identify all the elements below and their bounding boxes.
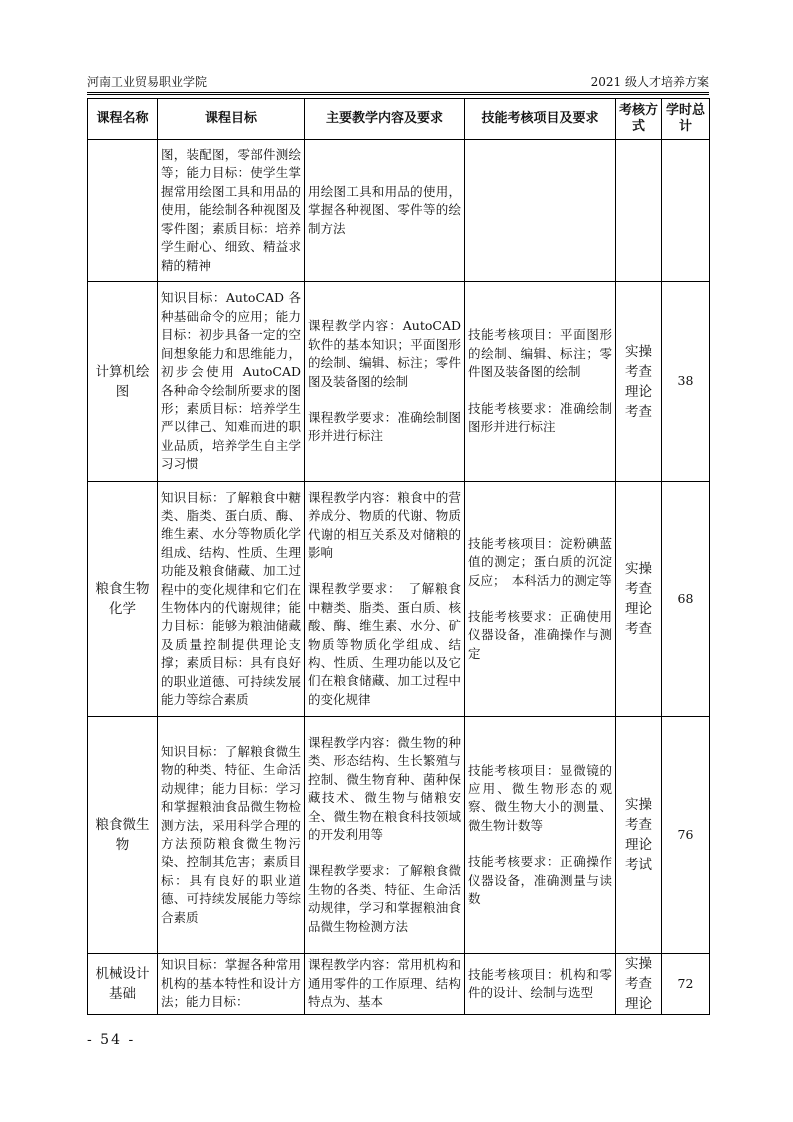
col-header-content: 主要教学内容及要求 bbox=[305, 99, 465, 140]
total-hours: 38 bbox=[662, 282, 710, 482]
table-row bbox=[88, 717, 710, 954]
skill-assessment bbox=[465, 282, 616, 482]
content-intro: 课程教学内容：常用机构和通用零件的工作原理、结构特点为、基本 bbox=[308, 957, 461, 1010]
skill-assessment bbox=[465, 717, 616, 954]
skill-item: 技能考核项目：淀粉碘蓝值的测定；蛋白质的沉淀反应； 本科活力的测定等 bbox=[468, 535, 612, 588]
total-hours: 68 bbox=[662, 482, 710, 717]
content-requirement: 课程教学要求：了解粮食微生物的各类、特征、生命活动规律，学习和掌握粮油食品微生物检测方法 bbox=[308, 863, 461, 934]
course-objective: 知识目标：掌握各种常用机构的基本特性和设计方法；能力目标： bbox=[158, 954, 305, 1015]
teaching-content bbox=[305, 954, 465, 1015]
assessment-method: 实操考查理论考查 bbox=[616, 282, 662, 482]
table-row bbox=[88, 140, 710, 282]
skill-assessment bbox=[465, 140, 616, 282]
content-intro: 课程教学内容：AutoCAD 软件的基本知识；平面图形的绘制、编辑、标注；零件图及装备图的绘制 bbox=[308, 318, 461, 389]
page-number: - 54 - bbox=[87, 1032, 136, 1048]
plan-title: 2021 级人才培养方案 bbox=[590, 75, 709, 89]
school-name: 河南工业贸易职业学院 bbox=[87, 75, 208, 89]
skill-item: 技能考核项目：平面图形的绘制、编辑、标注；零件图及装备图的绘制 bbox=[468, 327, 612, 380]
page-header bbox=[87, 73, 709, 91]
content-intro: 课程教学内容：微生物的种类、形态结构、生长繁殖与控制、微生物育种、菌种保藏技术、微生物与储粮安全、微生物在粮食科技领域的开发利用等 bbox=[308, 734, 461, 842]
course-name: 计算机绘图 bbox=[88, 282, 158, 482]
skill-requirement: 技能考核要求：准确绘制图形并进行标注 bbox=[468, 400, 612, 435]
table-row bbox=[88, 482, 710, 717]
total-hours bbox=[662, 140, 710, 282]
col-header-course-name: 课程名称 bbox=[88, 99, 158, 140]
total-hours: 76 bbox=[662, 717, 710, 954]
course-name bbox=[88, 140, 158, 282]
teaching-content bbox=[305, 140, 465, 282]
content-intro: 用绘图工具和用品的使用，掌握各种视图、零件等的绘制方法 bbox=[308, 183, 461, 236]
course-objective: 知识目标：了解粮食中糖类、脂类、蛋白质、酶、维生素、水分等物质化学组成、结构、性质、生理功能及粮食储藏、加工过程中的变化规律和它们在生物体内的代谢规律；能力目标：能够为粮油储藏及质量控制提供理论支撑；素质目标：具有良好的职业道德、可持续发展能力等综合素质 bbox=[158, 482, 305, 717]
course-objective: 知识目标：AutoCAD 各种基础命令的应用；能力目标：初步具备一定的空间想象能力和思维能力，初步会使用 AutoCAD 各种命令绘制所要求的图形；素质目标：培养学生严以律己、知难而进的职业品质，培养学生自主学习习惯 bbox=[158, 282, 305, 482]
table-header-row bbox=[88, 99, 710, 140]
assessment-method bbox=[616, 140, 662, 282]
table-row bbox=[88, 954, 710, 1015]
course-name: 机械设计基础 bbox=[88, 954, 158, 1015]
skill-item: 技能考核项目：显微镜的应用、微生物形态的观察、微生物大小的测量、微生物计数等 bbox=[468, 762, 612, 833]
assessment-method: 实操考查理论考试 bbox=[616, 717, 662, 954]
assessment-method: 实操考查理论 bbox=[616, 954, 662, 1015]
col-header-skill: 技能考核项目及要求 bbox=[465, 99, 616, 140]
course-objective: 图，装配图，零部件测绘等；能力目标：使学生掌握常用绘图工具和用品的使用，能绘制各种视图及零件图；素质目标：培养学生耐心、细致、精益求精的精神 bbox=[158, 140, 305, 282]
course-name: 粮食微生物 bbox=[88, 717, 158, 954]
skill-requirement: 技能考核要求：正确操作仪器设备，准确测量与读数 bbox=[468, 854, 612, 907]
skill-assessment bbox=[465, 954, 616, 1015]
teaching-content bbox=[305, 282, 465, 482]
teaching-content bbox=[305, 482, 465, 717]
skill-requirement: 技能考核要求：正确使用仪器设备，准确操作与测定 bbox=[468, 609, 612, 661]
total-hours: 72 bbox=[662, 954, 710, 1015]
course-name: 粮食生物化学 bbox=[88, 482, 158, 717]
curriculum-table bbox=[87, 98, 710, 1015]
content-requirement: 课程教学要求：准确绘制图形并进行标注 bbox=[308, 409, 461, 444]
course-objective: 知识目标：了解粮食微生物的种类、特征、生命活动规律；能力目标：学习和掌握粮油食品微生物检测方法，采用科学合理的方法预防粮食微生物污染、控制其危害；素质目标：具有良好的职业道德、可持续发展能力等综合素质 bbox=[158, 717, 305, 954]
table-row bbox=[88, 282, 710, 482]
col-header-method: 考核方式 bbox=[616, 99, 662, 140]
header-divider bbox=[87, 92, 709, 95]
assessment-method: 实操考查理论考查 bbox=[616, 482, 662, 717]
content-intro: 课程教学内容：粮食中的营养成分、物质的代谢、物质代谢的相互关系及对储粮的影响 bbox=[308, 489, 461, 560]
col-header-hours: 学时总计 bbox=[662, 99, 710, 140]
skill-item: 技能考核项目：机构和零件的设计、绘制与选型 bbox=[468, 966, 612, 1000]
skill-assessment bbox=[465, 482, 616, 717]
col-header-objective: 课程目标 bbox=[158, 99, 305, 140]
content-requirement: 课程教学要求： 了解粮食中糖类、脂类、蛋白质、核酸、酶、维生素、水分、矿物质等物质化学组成、结构、性质、生理功能以及它们在粮食储藏、加工过程中的变化规律 bbox=[308, 581, 461, 707]
teaching-content bbox=[305, 717, 465, 954]
